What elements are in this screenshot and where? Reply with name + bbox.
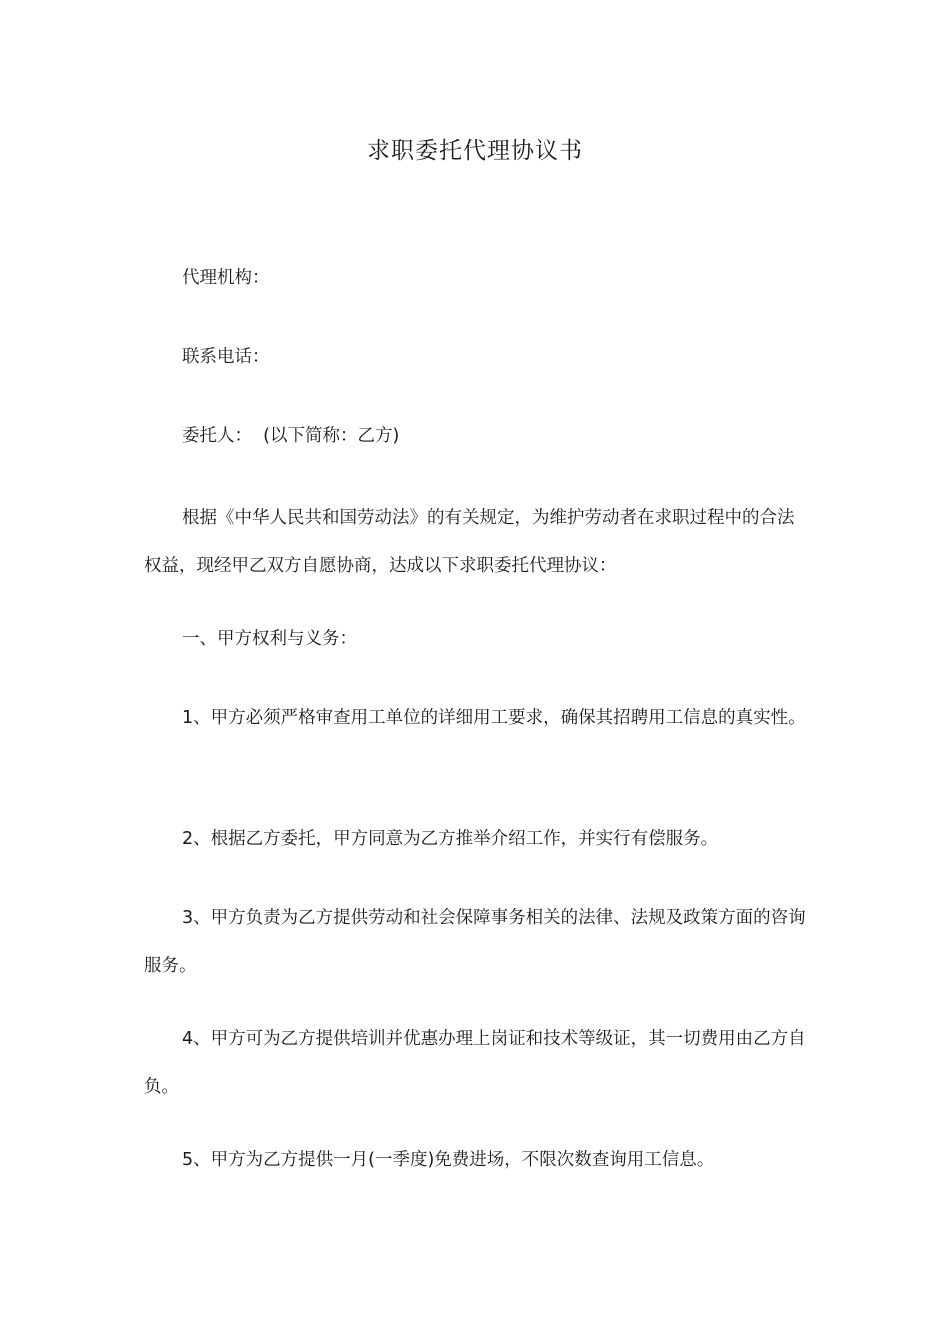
clause-1: 1、甲方必须严格审查用工单位的详细用工要求，确保其招聘用工信息的真实性。 xyxy=(182,708,806,728)
section-heading-party-a: 一、甲方权利与义务： xyxy=(182,629,357,649)
clause-4: 4、甲方可为乙方提供培训并优惠办理上岗证和技术等级证，其一切费用由乙方自负。 xyxy=(144,1029,806,1097)
field-client: 委托人： (以下简称：乙方) xyxy=(182,426,400,446)
field-phone: 联系电话： xyxy=(182,347,270,367)
clause-2: 2、根据乙方委托，甲方同意为乙方推举介绍工作，并实行有偿服务。 xyxy=(182,829,719,849)
document-title: 求职委托代理协议书 xyxy=(367,138,583,164)
clause-5: 5、甲方为乙方提供一月(一季度)免费进场，不限次数查询用工信息。 xyxy=(182,1150,715,1170)
clause-3: 3、甲方负责为乙方提供劳动和社会保障事务相关的法律、法规及政策方面的咨询服务。 xyxy=(144,908,806,976)
paragraph-preamble: 根据《中华人民共和国劳动法》的有关规定，为维护劳动者在求职过程中的合法权益，现经甲乙双方自愿协商，达成以下求职委托代理协议： xyxy=(144,508,795,576)
field-agency: 代理机构： xyxy=(182,268,270,288)
